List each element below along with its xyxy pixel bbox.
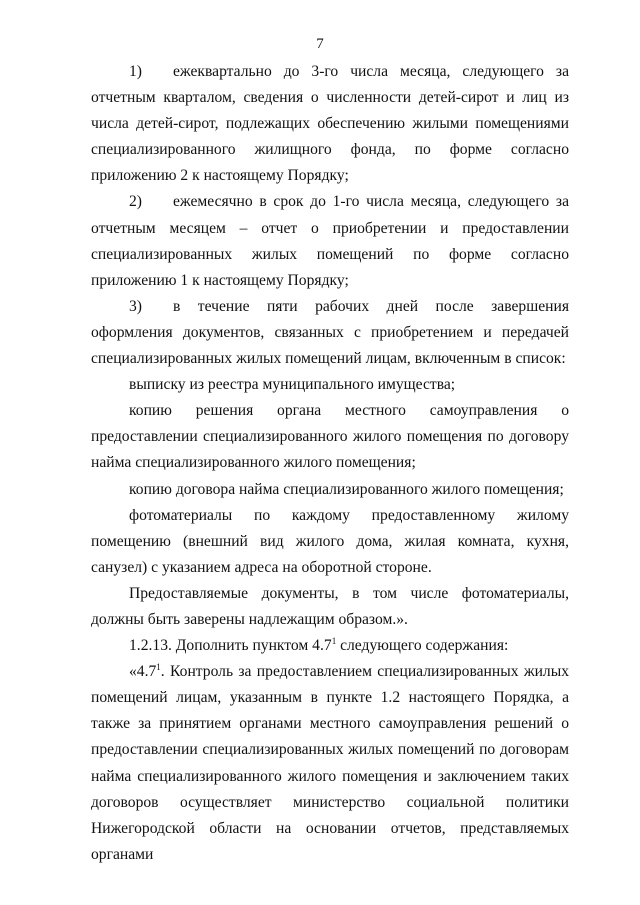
document-body xyxy=(91,59,569,868)
item-number: 1) xyxy=(129,63,142,80)
item-text: в течение пяти рабочих дней после завершения оформления документов, связанных с приобретением и передачей специализированных жилых помещений лицам, включенным в список: xyxy=(91,297,569,368)
closing-paragraph: Предоставляемые документы, в том числе фотоматериалы, должны быть заверены надлежащим образом.». xyxy=(91,584,569,628)
page-number: 7 xyxy=(316,36,324,52)
item-number: 3) xyxy=(129,297,142,315)
list-item-3 xyxy=(91,294,569,372)
sub-item-decision-copy: копию решения органа местного самоуправления о предоставлении специализированного жилого помещения по договору найма специализированного жилого помещения; xyxy=(91,402,569,472)
item-number: 2) xyxy=(129,193,142,211)
sub-item-contract-copy: копию договора найма специализированного жилого помещения; xyxy=(129,480,564,498)
item-text: ежеквартально до 3-го числа месяца, следующего за отчетным кварталом, сведения о численности детей-сирот и лиц из числа детей-сирот, подлежащих обеспечению жилыми помещениями специализированного жилищного фонда, по форме согласно приложению 2 к настоящему Порядку; xyxy=(91,63,569,185)
list-item-2 xyxy=(91,189,569,293)
list-item-1 xyxy=(91,59,569,189)
item-text: ежемесячно в срок до 1-го числа месяца, следующего за отчетным месяцем – отчет о приобретении и предоставлении специализированных жилых помещений по форме согласно приложению 1 к настоящему Порядку; xyxy=(91,193,569,289)
sub-item-photos: фотоматериалы по каждому предоставленному жилому помещению (внешний вид жилого дома, жилая комната, кухня, санузел) с указанием адреса на оборотной стороне. xyxy=(91,506,569,576)
new-clause-paragraph: «$4.7^1$. Контроль за предоставлением специализированных жилых помещений лицам, указанным в пункте 1.2 настоящего Порядка, а также за принятием органами местного самоуправления решений о предоставлении специализированных жилых помещений по договорам найма специализированного жилого помещения и заключением таких договоров осуществляет министерство социальной политики Нижегородской области на основании отчетов, представляемых органами xyxy=(91,662,569,863)
sub-item-registry-extract: выписку из реестра муниципального имущества; xyxy=(129,376,456,394)
amendment-paragraph: 1.2.13. Дополнить пунктом $4.7^1$ следующего содержания: xyxy=(129,636,509,655)
